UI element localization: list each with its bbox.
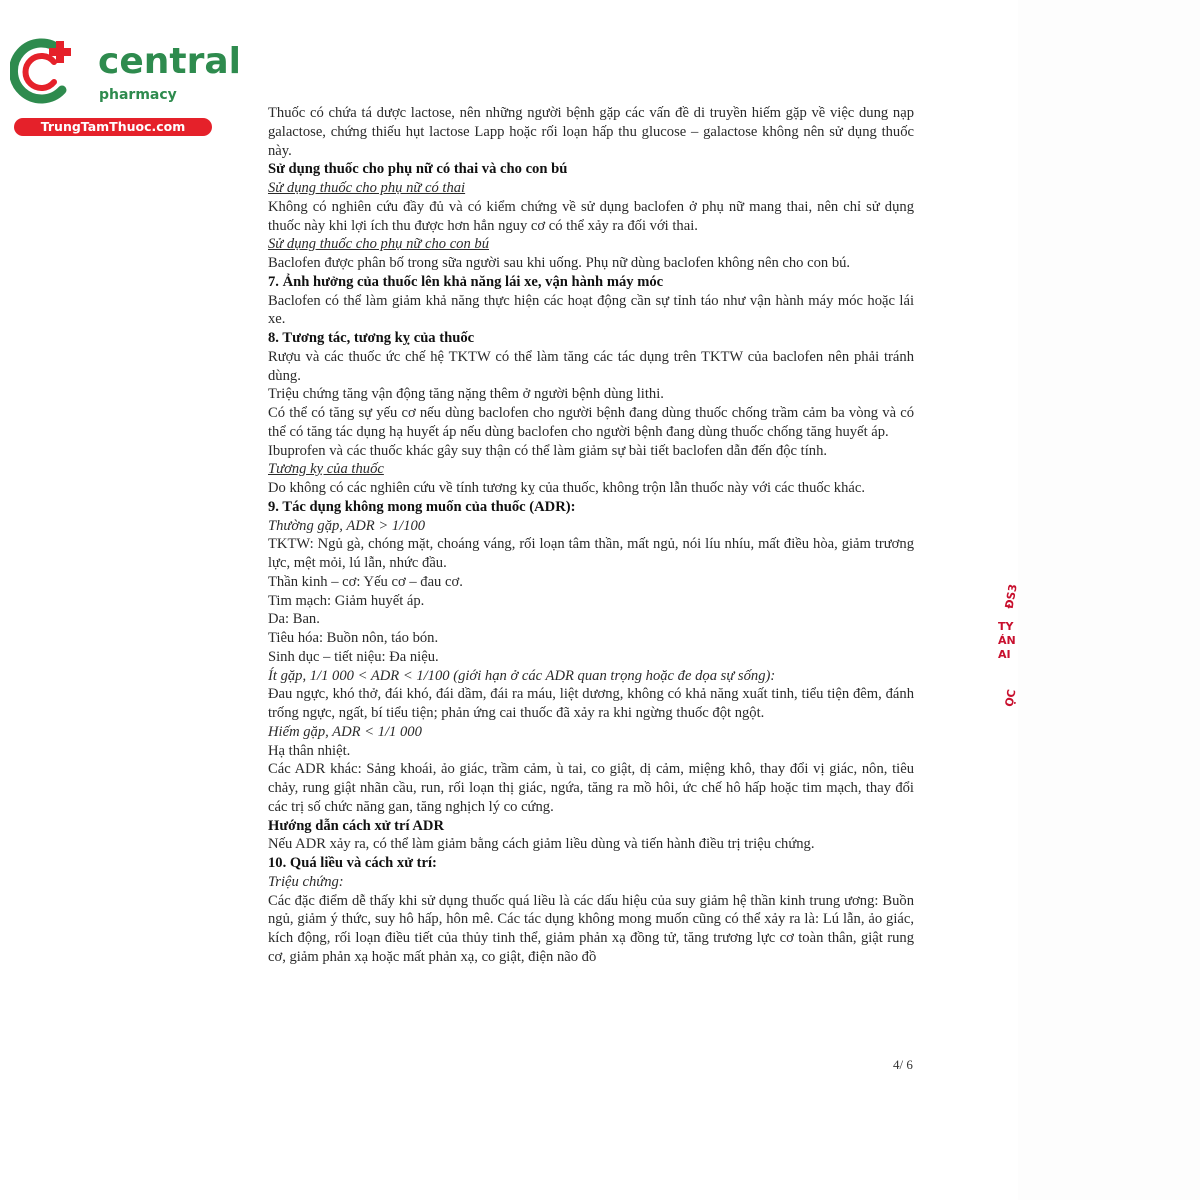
stamp-text: ÁN [998,634,1016,647]
paragraph: Do không có các nghiên cứu về tính tương kỵ của thuốc, không trộn lẫn thuốc này với các thuốc khác. [268,480,866,496]
paragraph: Tiêu hóa: Buồn nôn, táo bón. [268,630,439,646]
paragraph: Ibuprofen và các thuốc khác gây suy thận có thể làm giảm sự bài tiết baclofen dẫn đến độc tính. [268,442,828,459]
paragraph: Các ADR khác: Sảng khoái, ảo giác, trầm cảm, ù tai, co giật, dị cảm, miệng khô, thay đổi vị giác, nôn, tiêu chảy, rung giật nhãn cầu, run, rối loạn thị giác, ngứa, tăng ra mồ hôi, ức chế hô hấp hoặc tim mạch, thay đổi các trị số chức năng gan, tăng nghịch lý co cứng. [268,761,914,815]
paragraph: Thuốc có chứa tá dược lactose, nên những người bệnh gặp các vấn đề di truyền hiếm gặp về việc dung nạp galactose, chứng thiếu hụt lactose Lapp hoặc rối loạn hấp thu glucose – galactose không nên sử dụng thuốc này. [268,105,914,159]
paragraph: Nếu ADR xảy ra, có thể làm giảm bằng cách giảm liều dùng và tiến hành điều trị triệu chứng. [268,836,815,853]
subheading: Sử dụng thuốc cho phụ nữ cho con bú [268,236,490,253]
page-number: 4/ 6 [893,1057,913,1072]
section-heading: 10. Quá liều và cách xử trí: [268,855,437,871]
logo-brand: central [98,41,241,82]
paragraph: Da: Ban. [268,611,320,628]
section-heading: Hướng dẫn cách xử trí ADR [268,817,445,834]
frequency-label: Thường gặp, ADR > 1/100 [268,517,426,534]
scan-edge [1018,0,1200,1200]
paragraph: TKTW: Ngủ gà, chóng mặt, choáng váng, rối loạn tâm thần, mất ngủ, nói líu nhíu, mất điều hòa, giảm trương lực, mệt mỏi, lú lẫn, nhức đầu. [268,536,914,571]
subheading: Triệu chứng: [268,873,344,890]
paragraph: Hạ thân nhiệt. [268,742,351,759]
paragraph: Không có nghiên cứu đầy đủ và có kiểm chứng về sử dụng baclofen ở phụ nữ mang thai, nên chỉ sử dụng thuốc này khi lợi ích thu được hơn hẳn nguy cơ có thể xảy ra đối với thai. [268,198,914,234]
paragraph: Thần kinh – cơ: Yếu cơ – đau cơ. [268,573,463,590]
paragraph: Baclofen được phân bố trong sữa người sau khi uống. Phụ nữ dùng baclofen không nên cho con bú. [268,255,851,271]
paragraph: Các đặc điểm dễ thấy khi sử dụng thuốc quá liều là các dấu hiệu của suy giảm hệ thần kinh trung ương: Buồn ngủ, giảm ý thức, suy hô hấp, hôn mê. Các tác dụng không mong muốn cũng có thể xảy ra là: Lú lẫn, ảo giác, kích động, rối loạn điều tiết của thủy tinh thể, giảm phản xạ đồng tử, tăng trương lực cơ toàn thân, giật rung cơ, giảm phản xạ hoặc mất phản xạ, co giật, điện não đồ [268,892,914,965]
logo-site-url: TrungTamThuoc.com [14,118,212,136]
stamp-text: ĐS3 [1002,583,1020,610]
paragraph: Baclofen có thể làm giảm khả năng thực hiện các hoạt động cần sự tỉnh táo như vận hành máy móc hoặc lái xe. [268,292,914,328]
paragraph: Đau ngực, khó thở, đái khó, đái dầm, đái ra máu, liệt dương, không có khả năng xuất tinh, tiểu tiện đêm, đánh trống ngực, ngất, bí tiểu tiện; phản ứng cai thuốc đã xảy ra khi ngừng thuốc đột ngột. [268,686,914,721]
section-heading: 8. Tương tác, tương kỵ của thuốc [268,330,475,346]
section-heading: 9. Tác dụng không mong muốn của thuốc (ADR): [268,498,576,515]
stamp-text: AI [998,648,1011,661]
paragraph: Có thể có tăng sự yếu cơ nếu dùng baclofen cho người bệnh đang dùng thuốc chống trầm cảm ba vòng và có thể có tăng tác dụng hạ huyết áp nếu dùng baclofen cho người bệnh đang dùng thuốc chống tăng huyết áp. [268,405,914,440]
section-heading: Sử dụng thuốc cho phụ nữ có thai và cho con bú [268,161,568,178]
paragraph: Triệu chứng tăng vận động tăng nặng thêm ở người bệnh dùng lithi. [268,386,664,403]
document-page [268,104,914,967]
logo-subtitle: pharmacy [99,87,177,103]
subheading: Tương kỵ của thuốc [268,461,384,478]
central-pharmacy-logo [10,38,241,138]
stamp-text: TY [998,620,1014,633]
subheading: Sử dụng thuốc cho phụ nữ có thai [268,180,466,196]
frequency-label: Hiếm gặp, ADR < 1/1 000 [268,723,422,740]
paragraph: Rượu và các thuốc ức chế hệ TKTW có thể làm tăng các tác dụng trên TKTW của baclofen nên phải tránh dùng. [268,348,914,384]
section-heading: 7. Ảnh hưởng của thuốc lên khả năng lái xe, vận hành máy móc [268,273,664,290]
frequency-label: Ít gặp, 1/1 000 < ADR < 1/100 (giới hạn ở các ADR quan trọng hoặc đe dọa sự sống): [268,667,776,684]
red-stamp-fragment [998,583,1026,708]
paragraph: Tim mạch: Giảm huyết áp. [268,592,425,609]
paragraph: Sinh dục – tiết niệu: Đa niệu. [268,648,439,665]
stamp-text: ỌC [1002,688,1019,708]
central-pharmacy-logo-icon [10,38,80,108]
